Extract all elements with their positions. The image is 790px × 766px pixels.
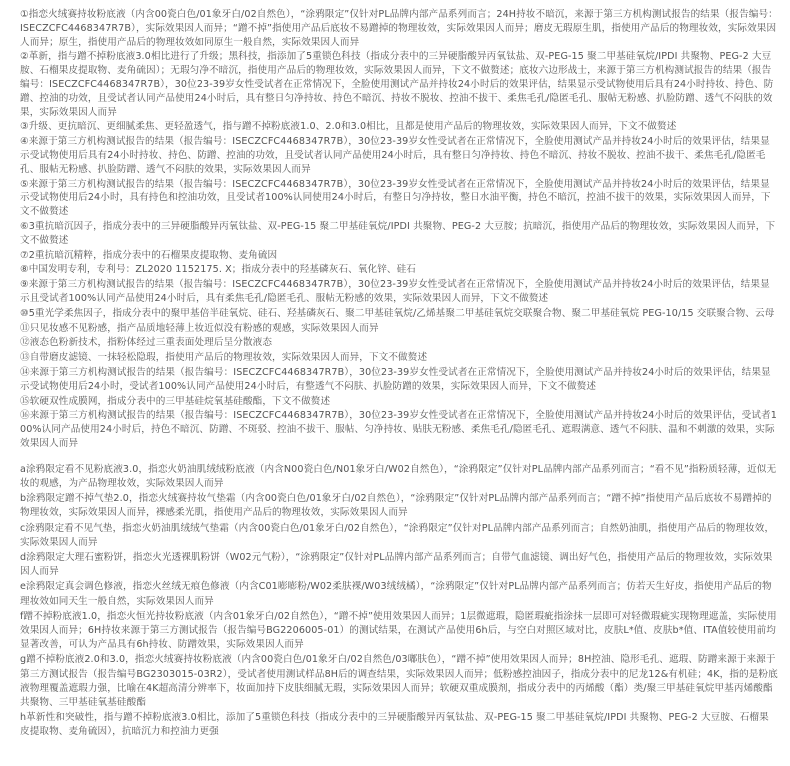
footnote-1: ①指恋火绒赛持妆粉底液（内含00瓷白色/01象牙白/02自然色），“涂鸦限定”仅针对PL品牌内部产品系列而言；24H持妆不暗沉，来源于第三方机构测试报告的结果（报告编号：ISECZCFC4468347R7B），实际效果因人而异；“蹭不掉”指使用产品后底妆不易蹭掉的物理妆效，实际效果因人而异；磨皮无瑕原生肌，指使用产品后的物理妆效，实际效果因人而异；原生，指使用产品后的物理妆效如同原生一般自然，实际效果因人而异 <box>20 9 778 48</box>
footnote-a: a涂鸦限定看不见粉底液3.0，指恋火奶油肌绒绒粉底液（内含N00瓷白色/N01象牙白/W02自然色），“涂鸦限定”仅针对PL品牌内部产品系列而言；“看不见”指粉质轻薄，近似无妆的观感，为产品物理妆效，实际效果因人而异 <box>20 463 777 489</box>
footnote-4: ④来源于第三方机构测试报告的结果（报告编号：ISECZCFC4468347R7B），30位23-39岁女性受试者在正常情况下，全脸使用测试产品并持妆24小时后的效果评估，结果显示受试物使用后具有24小时持妆、持色、防蹭、控油的功效，且受试者认同产品使用24小时后，具有整日匀净持妆、持色不暗沉、持妆不脱妆、控油不拔干、柔焦毛孔/隐匿毛孔、服帖无粉感、扒脸防蹭、透气不闷肤的效果，实际效果因人而异 <box>20 136 770 175</box>
footnote-2: ②革新，指与蹭不掉粉底液3.0相比进行了升级；黑科技，指添加了5重锁色科技（指成分表中的三异硬脂酸异丙氧钛盐、双-PEG-15 聚二甲基硅氧烷/IPDI 共聚物、PEG-2 大豆胺、石榴果皮提取物、麦角硫因）；无瑕匀净不暗沉，指使用产品后的物理妆效，实际效果因人而异，下文不做赘述；底妆六边形战士，来源于第三方机构测试报告的结果（报告编号：ISECZCFC4468347R7B），30位23-39岁女性受试者在正常情况下，全脸使用测试产品并持妆24小时后的效果评估，结果显示受试物使用后具有24小时持妆、持色、防蹭、控油的功效，且受试者认同产品使用24小时后，具有整日匀净持妆、持色不暗沉、持妆不脱妆、控油不拔干、柔焦毛孔/隐匿毛孔、服帖无粉感、扒脸防蹭、透气不闷肤的效果，实际效果因人而异 <box>20 51 774 118</box>
footnote-8: ⑧中国发明专利，专利号：ZL2020 1152175. X；指成分表中的羟基磷灰石、氧化锌、硅石 <box>20 264 416 276</box>
numbered-footnotes <box>20 8 778 451</box>
footnote-10: ⑩5重光学柔焦因子，指成分表中的聚甲基倍半硅氧烷、硅石、羟基磷灰石、聚二甲基硅氧烷/乙烯基聚二甲基硅氧烷交联聚合物、聚二甲基硅氧烷 PEG-10/15 交联聚合物、云母 <box>20 307 775 319</box>
footnote-h: h革新性和突破性，指与蹭不掉粉底液3.0相比，添加了5重锁色科技（指成分表中的三异硬脂酸异丙氧钛盐、双-PEG-15 聚二甲基硅氧烷/IPDI 共聚物、PEG-2 大豆胺、石榴果皮提取物、麦角硫因），抗暗沉力和控油力更强 <box>20 712 769 738</box>
footnote-6: ⑥3重抗暗沉因子，指成分表中的三异硬脂酸异丙氧钛盐、双-PEG-15 聚二甲基硅氧烷/IPDI 共聚物、PEG-2 大豆胺；抗暗沉，指使用产品后的物理妆效，实际效果因人而异，下文不做赘述 <box>20 220 776 246</box>
footnote-12: ⑫液态色粉新技术，指粉体经过三重表面处理后呈分散液态 <box>20 337 273 349</box>
footnote-16: ⑯来源于第三方机构测试报告的结果（报告编号：ISECZCFC4468347R7B），30位23-39岁女性受试者在正常情况下，全脸使用测试产品并持妆24小时后的效果评估，受试者100%认同产品使用24小时后，持色不暗沉、防蹭、不斑驳、控油不拔干、服帖、匀净持妆、贴肤无粉感、柔焦毛孔/隐匿毛孔、遮瑕满意、透气不闷肤、温和不刺激的效果，实际效果因人而异 <box>20 410 777 449</box>
footnote-f: f蹭不掉粉底液1.0，指恋火恒光持妆粉底液（内含01象牙白/02自然色），“蹭不掉”使用效果因人而异；1层微遮瑕，隐匿瑕疵指涂抹一层即可对轻微瑕疵实现物理遮盖，实际使用效果因人而异；6H持妆来源于第三方测试报告（报告编号BG2206005-01）的测试结果，在测试产品使用6h后，与空白对照区域对比，皮肤L*值、皮肤b*值、ITA值较使用前均显著改善，可认为产品具有6h持妆、防蹭效果，实际效果因人而异 <box>20 610 777 651</box>
footnote-b: b涂鸦限定蹭不掉气垫2.0，指恋火绒赛持妆气垫霜（内含00瓷白色/01象牙白/02自然色），“涂鸦限定”仅针对PL品牌内部产品系列而言；“蹭不掉”指使用产品后底妆不易蹭掉的物理妆效，实际效果因人而异，裸感柔光肌，指使用产品后的物理妆效，实际效果因人而异 <box>20 493 772 519</box>
footnote-13: ⑬自带磨皮滤镜、一抹轻松隐瑕，指使用产品后的物理妆效，实际效果因人而异，下文不做赘述 <box>20 352 428 364</box>
footnote-14: ⑭来源于第三方机构测试报告的结果（报告编号：ISECZCFC4468347R7B），30位23-39岁女性受试者在正常情况下，全脸使用测试产品并持妆24小时后的效果评估，结果显示受试物使用后24小时，受试者100%认同产品使用24小时后，有整透气不闷肤、扒脸防蹭的效果，实际效果因人而异，下文不做赘述 <box>20 366 771 392</box>
footnote-7: ⑦2重抗暗沉精粹，指成分表中的石榴果皮提取物、麦角硫因 <box>20 249 278 261</box>
footnote-9: ⑨来源于第三方机构测试报告的结果（报告编号：ISECZCFC4468347R7B），30位23-39岁女性受试者在正常情况下，全脸使用测试产品并持妆24小时后的效果评估，结果显示且受试者100%认同产品使用24小时后，具有柔焦毛孔/隐匿毛孔、服帖无粉感的效果，实际效果因人而异，下文不做赘述 <box>20 279 770 304</box>
footnote-5: ⑤来源于第三方机构测试报告的结果（报告编号：ISECZCFC4468347R7B），30位23-39岁女性受试者在正常情况下，全脸使用测试产品并持妆24小时后的效果评估，结果显示受试物使用后24小时，具有持色和控油功效，且受试者100%认同使用24小时后，有整日匀净持妆，整日水油平衡，持色不暗沉，控油不拔干的效果，实际效果因人而异，下文不做赘述 <box>20 178 771 218</box>
footnote-c: c涂鸦限定看不见气垫，指恋火奶油肌绒绒气垫霜（内含00瓷白色/01象牙白/02自然色），“涂鸦限定”仅针对PL品牌内部产品系列而言；自然奶油肌，指使用产品后的物理妆效，实际效果因人而异 <box>20 522 775 548</box>
footnote-15: ⑮软硬双性成膜网，指成分表中的三甲基硅烷氧基硅酸酯，下文不做赘述 <box>20 395 331 407</box>
footnote-e: e涂鸦限定真会调色修液，指恋火丝绒无痕色修液（内含C01嘭嘭粉/W02柔肤裸/W03绒绒橘），“涂鸦限定”仅针对PL品牌内部产品系列而言；仿若天生好皮，指使用产品后的物理妆效如同天生一般自然，实际效果因人而异 <box>20 581 772 607</box>
lettered-footnotes <box>20 463 778 740</box>
footnote-d: d涂鸦限定大理石蜜粉饼，指恋火光透裸肌粉饼（W02元气粉），“涂鸦限定”仅针对PL品牌内部产品系列而言；自带气血滤镜、调出好气色，指使用产品后的物理妆效，实际效果因人而异 <box>20 551 773 578</box>
footnote-11: ⑪只见妆感不见粉感，指产品质地轻薄上妆近似没有粉感的观感，实际效果因人而异 <box>20 322 379 334</box>
footnote-g: g蹭不掉粉底液2.0和3.0，指恋火绒赛持妆粉底液（内含00瓷白色/01象牙白/02自然色/03嘟肤色），“蹭不掉”使用效果因人而异；8H控油、隐形毛孔、遮瑕、防蹭来源于来源于第三方测试报告（报告编号BG2303015-03R2），受试者使用测试样品8H后的调查结果，实际效果因人而异；低粉感控油因子，指成分表中的尼龙12&有机硅；4K，指的是粉底液物理覆盖遮瑕力强，比喻在4K超高清分辨率下，妆面加持下皮肤细腻无瑕，实际效果因人而异；软硬双重成膜剂，指成分表中的丙烯酸（酯）类/聚三甲基硅氧烷甲基丙烯酸酯共聚物、三甲基硅氧基硅酸酯 <box>20 654 778 708</box>
footnote-3: ③升级、更抗暗沉、更细腻柔焦、更轻盈透气，指与蹭不掉粉底液1.0、2.0和3.0相比，且都是使用产品后的物理妆效，实际效果因人而异，下文不做赘述 <box>20 121 677 133</box>
